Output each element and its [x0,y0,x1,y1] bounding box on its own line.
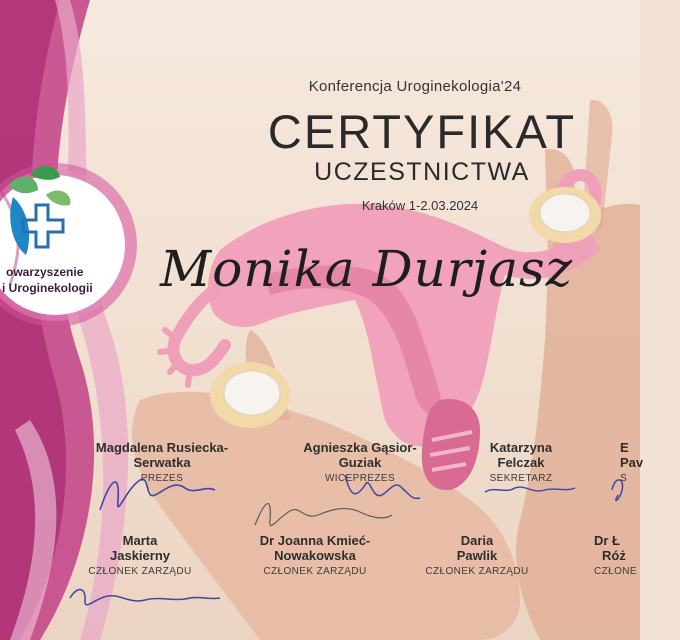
signatory-roz [594,533,640,579]
signatory-jaskierny [55,533,225,579]
signatory-name-line2: Nowakowska [274,548,356,563]
signatory-role: S [620,473,628,484]
signatory-name-line2: Guziak [338,455,382,470]
signatory-name-line1: Dr Ł [594,533,620,548]
signatory-name-line1: Dr Joanna Kmieć- [259,533,371,548]
signatory-name-line1: Magdalena Rusiecka- [95,440,229,455]
signatory-role: CZŁONEK ZARZĄDU [263,566,367,577]
conference-name: Konferencja Uroginekologia'24 [308,78,522,95]
logo-text-line2: i Uroginekologii [2,281,93,295]
signatory-role: WICEPREZES [324,473,396,484]
left-ovary [224,371,280,415]
signatory-name-line2: Jaskierny [110,548,170,563]
signatory-gasior [275,440,445,486]
signatory-role: CZŁONEK ZARZĄDU [425,566,529,577]
participant-name: Monika Durjasz [160,240,573,298]
signatory-rusiecka [77,440,247,486]
signatory-name-line1: Katarzyna [489,440,553,455]
signatory-name-line2: Róż [602,548,626,563]
signatory-pawlik [392,533,562,579]
signatory-name-line1: E [620,440,629,455]
signatory-role: SEKRETARZ [489,473,553,484]
signatory-role: PREZES [140,473,184,484]
signatory-name-line2: Pav [620,455,644,470]
certificate-title: CERTYFIKAT [267,105,577,158]
signatory-pav [620,440,644,486]
signatory-name-line2: Felczak [497,455,545,470]
signatory-role: CZŁONEK ZARZĄDU [88,566,192,577]
right-ovary [540,194,590,232]
certificate-subtitle: UCZESTNICTWA [314,158,530,186]
signatory-name-line2: Serwatka [133,455,191,470]
signatory-name-line1: Agnieszka Gąsior- [303,440,417,455]
signatory-role: CZŁONE [594,566,637,577]
logo-text-line1: owarzyszenie [6,265,84,279]
signatory-name-line1: Marta [122,533,158,548]
place-date: Kraków 1-2.03.2024 [361,198,479,213]
signatory-name-line2: Pawlik [456,548,498,563]
signatory-kmiec [230,533,400,579]
signatory-felczak [436,440,606,486]
signatory-name-line1: Daria [460,533,494,548]
